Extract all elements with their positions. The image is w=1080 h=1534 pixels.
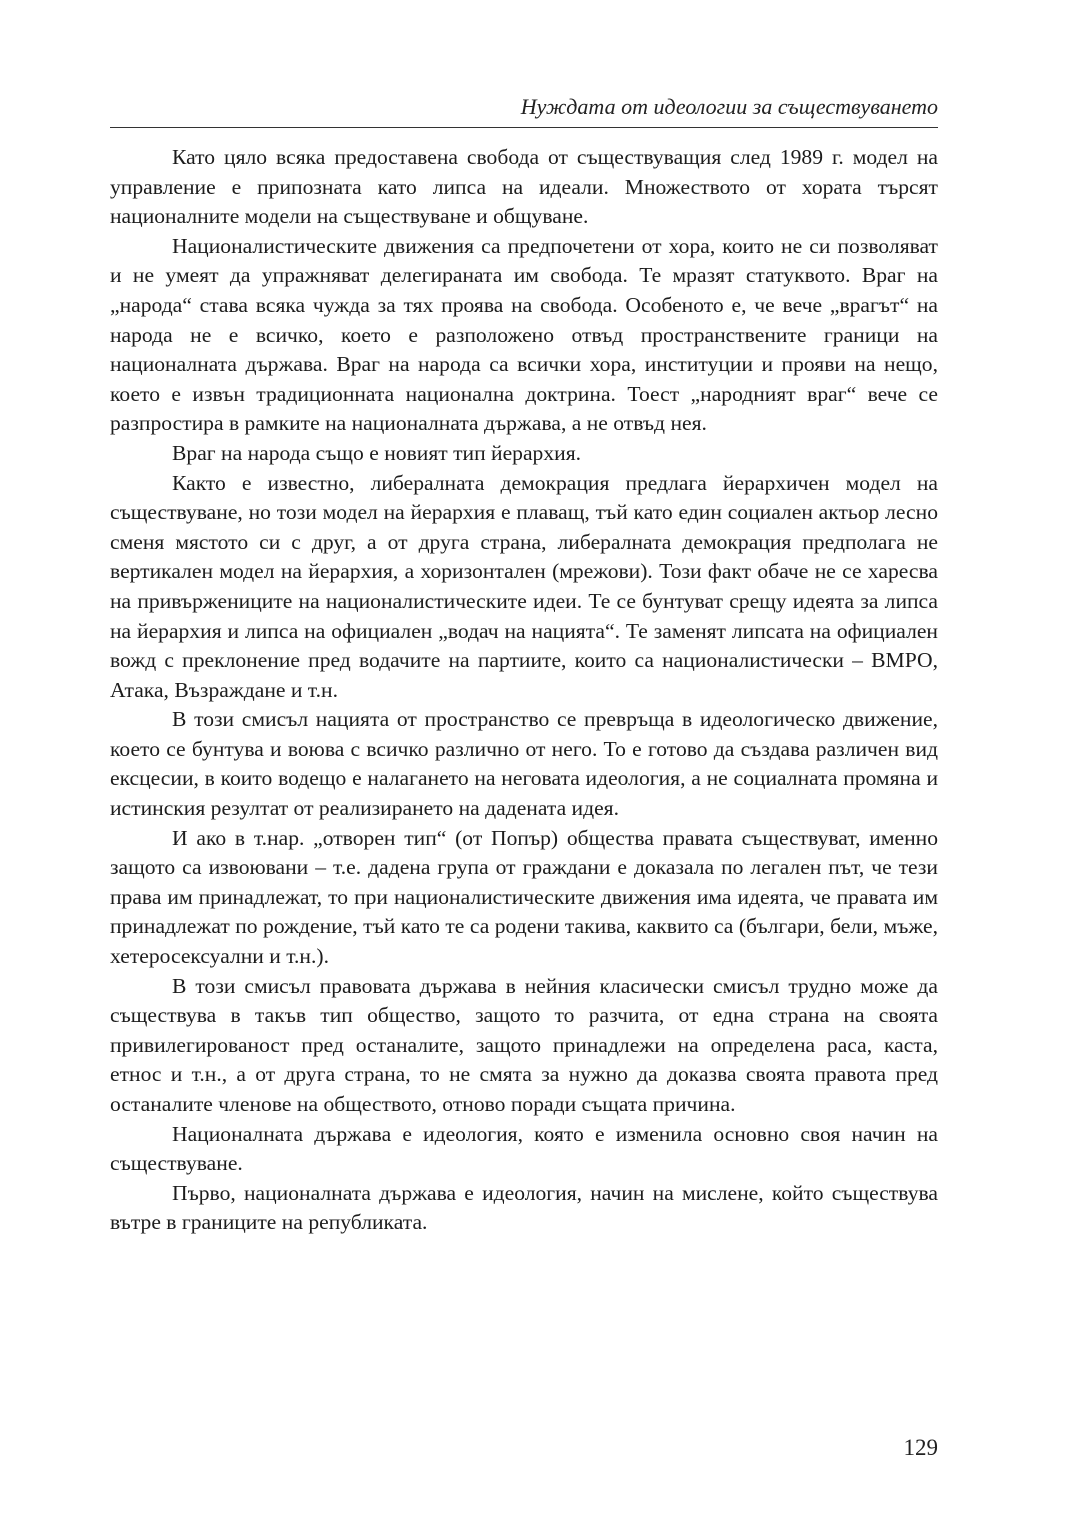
paragraph: Националистическите движения са предпочетени от хора, които не си позволяват и не умеят да упражняват делегираната им свобода. Те мразят статуквото. Враг на „народа“ става всяка чужда за тях проява на свобода. Особеното е, че вече „врагът“ на народа не е всичко, което е разположено отвъд пространствените граници на националната държава. Враг на народа са всички хора, институции и прояви на нещо, което е извън традиционната национална доктрина. Тоест „народният враг“ вече се разпростира в рамките на националната държава, а не отвъд нея. (110, 233, 938, 436)
paragraph: Както е известно, либералната демокрация предлага йерархичен модел на съществуване, но този модел на йерархия е плаващ, тъй като един социален актьор лесно сменя мястото си с друг, а от друга страна, либералната демокрация предполага не вертикален модел на йерархия, а хоризонтален (мрежови). Този факт обаче не се харесва на привържениците на националистическите идеи. Те се бунтуват срещу идеята за липса на йерархия и липса на официален „водач на нацията“. Те заменят липсата на официален вожд с преклонение пред водачите на партиите, които са националистически – ВМРО, Атака, Възраждане и т.н. (110, 470, 938, 702)
running-title: Нуждата от идеологии за съществуването (520, 94, 938, 119)
paragraph: В този смисъл нацията от пространство се превръща в идеологическо движение, което се бунтува и воюва с всичко различно от него. То е готово да създава различен вид ексцесии, в които водещо е налагането на неговата идеология, а не социалната промяна и истинския резултат от реализирането на дадената идея. (110, 707, 938, 821)
paragraph: Враг на народа също е новият тип йерархия. (172, 440, 582, 465)
page-body (110, 143, 938, 1238)
paragraph: Националната държава е идеология, която е изменила основно своя начин на съществуване. (110, 1121, 938, 1176)
header-rule (110, 127, 938, 128)
paragraph: И ако в т.нар. „отворен тип“ (от Попър) общества правата съществуват, именно защото са извоювани – т.е. дадена група от граждани е доказала по легален път, че тези права им принадлежат, то при националистическите движения има идеята, че правата им принадлежат по рождение, тъй като те са родени такива, каквито са (българи, бели, мъже, хетеросексуални и т.н.). (110, 825, 938, 969)
paragraph: Като цяло всяка предоставена свобода от съществуващия след 1989 г. модел на управление е припозната като липса на идеали. Множеството от хората търсят националните модели на съществуване и общуване. (110, 145, 938, 229)
paragraph: Първо, националната държава е идеология, начин на мислене, който съществува вътре в границите на републиката. (110, 1180, 938, 1235)
paragraph: В този смисъл правовата държава в нейния класически смисъл трудно може да съществува в такъв тип общество, защото то разчита, от една страна на своята привилегированост пред останалите, защото принадлежи на определена раса, каста, етнос и т.н., а от друга страна, то не смята за нужно да доказва своята правота пред останалите членове на обществото, отново поради същата причина. (110, 973, 938, 1116)
page-number: 129 (903, 1435, 938, 1460)
